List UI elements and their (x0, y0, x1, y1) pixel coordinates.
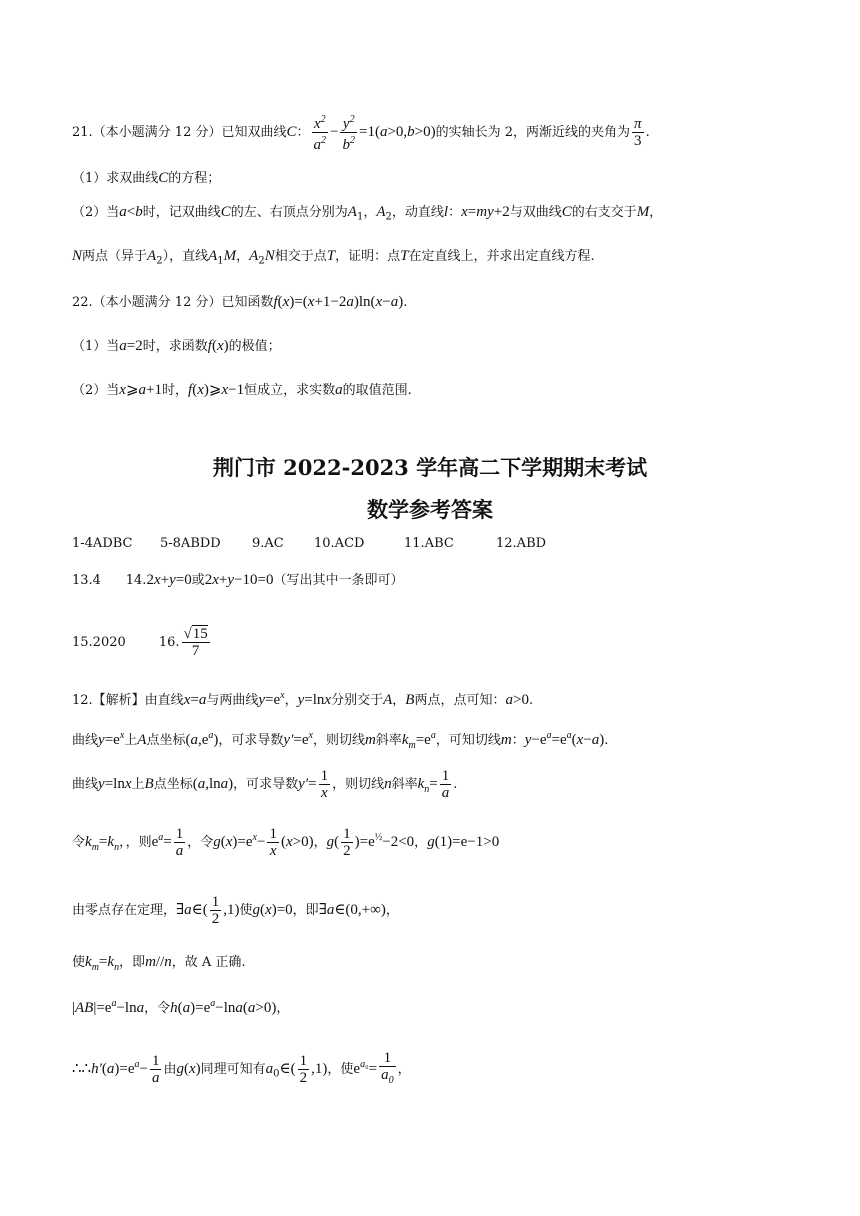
fraction: $\frac{1}{2}$ (299, 1053, 308, 1086)
sol12-line2: 曲线$y=e^x$上A点坐标$(a,e^a)$，可求导数$y'=e^x$，则切线m斜率$k_m=e^a$，可知切线m：$y-e^a=e^a(x-a)$. (72, 730, 609, 751)
fraction: $\frac{1}{2}$ (211, 894, 220, 927)
answer-15-16: 15.2020 16. $\frac{√15}{7}$ (72, 626, 208, 659)
answer-9: 9.AC (252, 536, 284, 551)
answer-5-8: 5-8ABDD (160, 536, 221, 551)
answer-key-title: 数学参考答案 (367, 497, 493, 522)
fraction: $\frac{x^2}{a^2}$ (313, 114, 327, 153)
fraction: $\frac{1}{a}$ (151, 1053, 160, 1086)
q22-part1: （1）当a=2时，求函数f(x)的极值； (72, 338, 281, 354)
answer-12: 12.ABD (496, 536, 547, 551)
fraction: $\frac{√15}{7}$ (183, 626, 208, 659)
sol12-line6: 使$k_m=k_n$，即m//n，故 A 正确. (72, 954, 246, 973)
answer-10: 10.ACD (314, 536, 365, 551)
fraction: $\frac{y^2}{b^2}$ (342, 114, 355, 153)
q22-part2: （2）当x⩾a+1时，f(x)⩾x−1恒成立，求实数a的取值范围. (72, 382, 412, 398)
q22-line1: 22.（本小题满分 12 分）已知函数f(x)=(x+1−2a)ln(x−a). (72, 294, 408, 310)
sol12-line7: $|AB|=e^a-\ln a$，令$h(a)=e^a-\ln a(a>0)$， (72, 998, 290, 1016)
q21-line1: 21.（本小题满分 12 分）已知双曲线C： $\frac{x^2}{a^2}$ − $\frac{y^2}{b^2}$ =1(a>0,b>0)的实轴长为 2，两渐近线的夹角为 $\frac{\pi}{3}$ . (72, 114, 650, 153)
exam-title: 荆门市 2022-2023 学年高二下学期期末考试 (212, 455, 648, 480)
fraction: $\frac{1}{x}$ (269, 826, 277, 859)
fraction: $\frac{1}{a}$ (175, 826, 184, 859)
sol12-line3: 曲线y=lnx上B点坐标(a,lna)，可求导数y′= $\frac{1}{x}$ ，则切线n斜率$k_n=$ $\frac{1}{a}$ . (72, 768, 458, 801)
sol12-line4: 令$k_m=k_n$，，则$e^a=$ $\frac{1}{a}$ ，令$g(x)=e^x-$ $\frac{1}{x}$ (x>0)，g( $\frac{1}{2}$ )$=e^{\frac{1}{2}}-2<0$，g(1)=e−1>0 (72, 826, 500, 859)
q21-part2-cont: N两点（异于$A_2$），直线$A_1M$，$A_2N$相交于点T，证明：点T在定直线上，并求出定直线方程. (72, 248, 595, 267)
sol12-line1: 12.【解析】由直线x=a与两曲线$y=e^x$，y=lnx分别交于A，B两点，点可知：a>0. (72, 690, 534, 708)
fraction: $\frac{1}{x}$ (320, 768, 329, 801)
q21-part1: （1）求双曲线C的方程； (72, 170, 221, 186)
fraction: $\frac{1}{a}$ (441, 768, 450, 801)
sol12-line5: 由零点存在定理，∃a∈( $\frac{1}{2}$ ,1)使g(x)=0，即∃a∈(0,+∞)， (72, 894, 399, 927)
fraction: $\frac{1}{2}$ (343, 826, 351, 859)
q21-part2: （2）当a<b时，记双曲线C的左、右顶点分别为$A_1$，$A_2$，动直线l：x=my+2与双曲线C的右支交于M， (72, 204, 663, 223)
answer-13-14: 13.4 14.2x+y=0或2x+y−10=0（写出其中一条即可） (72, 572, 404, 588)
fraction: $\frac{1}{a_0}$ (381, 1050, 394, 1086)
fraction: $\frac{\pi}{3}$ (634, 116, 642, 149)
sol12-line8: $\therefore\therefore h'(a)=e^a-$ $\frac{1}{a}$ 由g(x)同理可知有$a_0\in$( $\frac{1}{2}$ ,1)，使$e^{a_0}=$ $\frac{1}{a_0}$ ， (72, 1050, 800, 1089)
answer-11: 11.ABC (404, 536, 454, 551)
answer-1-4: 1-4ADBC (72, 536, 133, 551)
